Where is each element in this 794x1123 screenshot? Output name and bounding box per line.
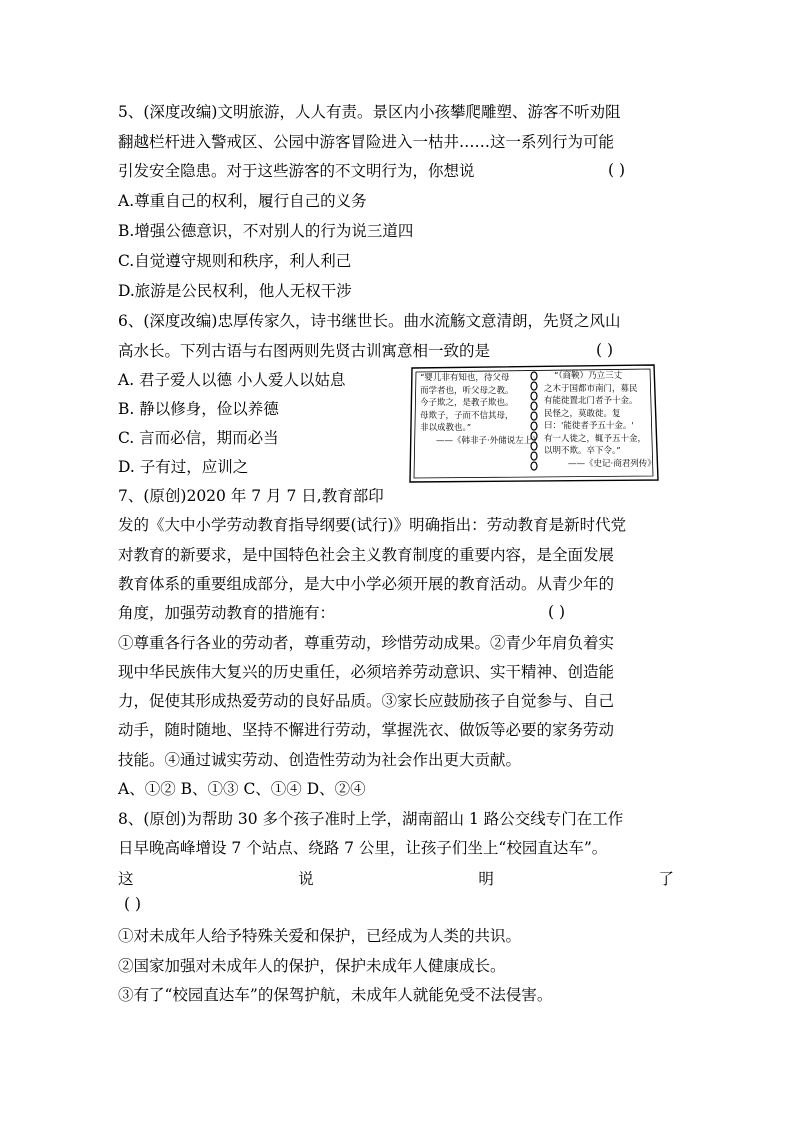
notebook-right-line: 曰：'能徙者予五十金。' xyxy=(544,421,634,431)
q5-line-2: 翻越栏杆进入警戒区、公园中游客冒险进入一枯井……这一系列行为可能 xyxy=(118,133,615,151)
q8-answer-paren[interactable]: ( ) xyxy=(124,895,142,913)
notebook-right-line: 以明不欺。卒下令。” xyxy=(544,446,621,456)
q7-line-4: 教育体系的重要组成部分，是大中小学必须开展的教育活动。从青少年的 xyxy=(118,575,615,593)
q8-statement-1: ①对未成年人给予特殊关爱和保护，已经成为人类的共识。 xyxy=(118,927,522,945)
q7-body-5: 技能。④通过诚实劳动、创造性劳动为社会作出更大贡献。 xyxy=(118,751,522,769)
q7-body-1: ①尊重各行各业的劳动者，尊重劳动，珍惜劳动成果。②青少年肩负着实 xyxy=(118,634,615,652)
q8-statement-3: ③有了“校园直达车”的保驾护航，未成年人就能免受不法侵害。 xyxy=(118,986,553,1004)
q7-body-3: 力，促使其形成热爱劳动的良好品质。③家长应鼓励孩子自觉参与、自己 xyxy=(118,692,615,710)
notebook-left-line: 母欺子，子而不信其母， xyxy=(420,410,514,421)
notebook-left-line: “婴儿非有知也，待父母 xyxy=(420,373,510,383)
q6-option-b[interactable]: B. 静以修身，俭以养德 xyxy=(118,400,279,418)
notebook-right-source: ——《史记·商君列传》 xyxy=(568,458,656,469)
q6-answer-paren[interactable]: ( ) xyxy=(596,341,614,359)
notebook-right-line: 之木于国都市南门，募民 xyxy=(544,383,638,394)
q5-option-a[interactable]: A.尊重自己的权利，履行自己的义务 xyxy=(118,192,367,210)
q6-option-a[interactable]: A. 君子爱人以德 小人爱人以姑息 xyxy=(118,371,346,389)
notebook-illustration xyxy=(408,362,660,484)
notebook-left-line: 而学者也，听父母之教。 xyxy=(420,385,514,396)
notebook-right-line: 民怪之，莫敢徙。复 xyxy=(544,408,621,419)
q7-answer-options[interactable]: A、①② B、①③ C、①④ D、②④ xyxy=(118,780,366,798)
q8-word: 说 xyxy=(298,870,314,888)
q8-statement-2: ②国家加强对未成年人的保护，保护未成年人健康成长。 xyxy=(118,957,506,975)
q7-line-1: 7、(原创)2020 年 7 月 7 日,教育部印 xyxy=(118,487,384,505)
notebook-left-line: 非以成教也。” xyxy=(420,423,472,433)
q5-line-1: 5、(深度改编)文明旅游，人人有责。景区内小孩攀爬雕塑、游客不听劝阻 xyxy=(118,103,621,121)
q5-option-d[interactable]: D.旅游是公民权利，他人无权干涉 xyxy=(118,282,352,300)
q5-option-c[interactable]: C.自觉遵守规则和秩序，利人利己 xyxy=(118,252,352,270)
q7-answer-paren[interactable]: ( ) xyxy=(548,603,566,621)
q7-line-2: 发的《大中小学劳动教育指导纲要(试行)》明确指出：劳动教育是新时代党 xyxy=(118,516,627,534)
q8-word: 明 xyxy=(478,870,494,888)
notebook-right-line: 有一人徙之，辄予五十金， xyxy=(544,433,647,444)
q6-line-2: 高水长。下列古语与右图两则先贤古训寓意相一致的是 xyxy=(118,342,491,360)
q5-line-3: 引发安全隐患。对于这些游客的不文明行为，你想说 xyxy=(118,162,475,180)
q5-option-b[interactable]: B.增强公德意识，不对别人的行为说三道四 xyxy=(118,222,414,240)
notebook-right-line: 有能徙置北门者予十金。 xyxy=(544,396,638,406)
q8-spread-line xyxy=(118,867,674,889)
q7-body-4: 动手，随时随地、坚持不懈进行劳动，掌握洗衣、做饭等必要的家务劳动 xyxy=(118,721,615,739)
notebook-right-line: “（商鞅）乃立三丈 xyxy=(554,371,623,381)
q6-line-1: 6、(深度改编)忠厚传家久，诗书继世长。曲水流觞文意清朗，先贤之风山 xyxy=(118,312,621,330)
q7-line-5: 角度，加强劳动教育的措施有： xyxy=(118,604,336,622)
q7-line-3: 对教育的新要求，是中国特色社会主义教育制度的重要内容，是全面发展 xyxy=(118,546,615,564)
notebook-right-page xyxy=(544,370,656,470)
q6-option-d[interactable]: D. 子有过，应训之 xyxy=(118,458,249,476)
q6-option-c[interactable]: C. 言而必信，期而必当 xyxy=(118,429,279,447)
q8-line-1: 8、(原创)为帮助 30 多个孩子准时上学，湖南韶山 1 路公交线专门在工作 xyxy=(118,810,624,828)
notebook-left-line: 今子欺之，是教子欺也。 xyxy=(420,398,514,408)
q8-line-2: 日早晚高峰增设 7 个站点、绕路 7 公里，让孩子们坐上“校园直达车”。 xyxy=(118,839,608,857)
q8-word: 这 xyxy=(118,870,134,888)
notebook-left-page xyxy=(420,372,541,447)
q8-word: 了 xyxy=(658,870,674,888)
q7-body-2: 现中华民族伟大复兴的历史重任，必须培养劳动意识、实干精神、创造能 xyxy=(118,663,615,681)
notebook-left-source: ——《韩非子·外储说左上》 xyxy=(436,435,541,446)
q5-answer-paren[interactable]: ( ) xyxy=(608,161,626,179)
